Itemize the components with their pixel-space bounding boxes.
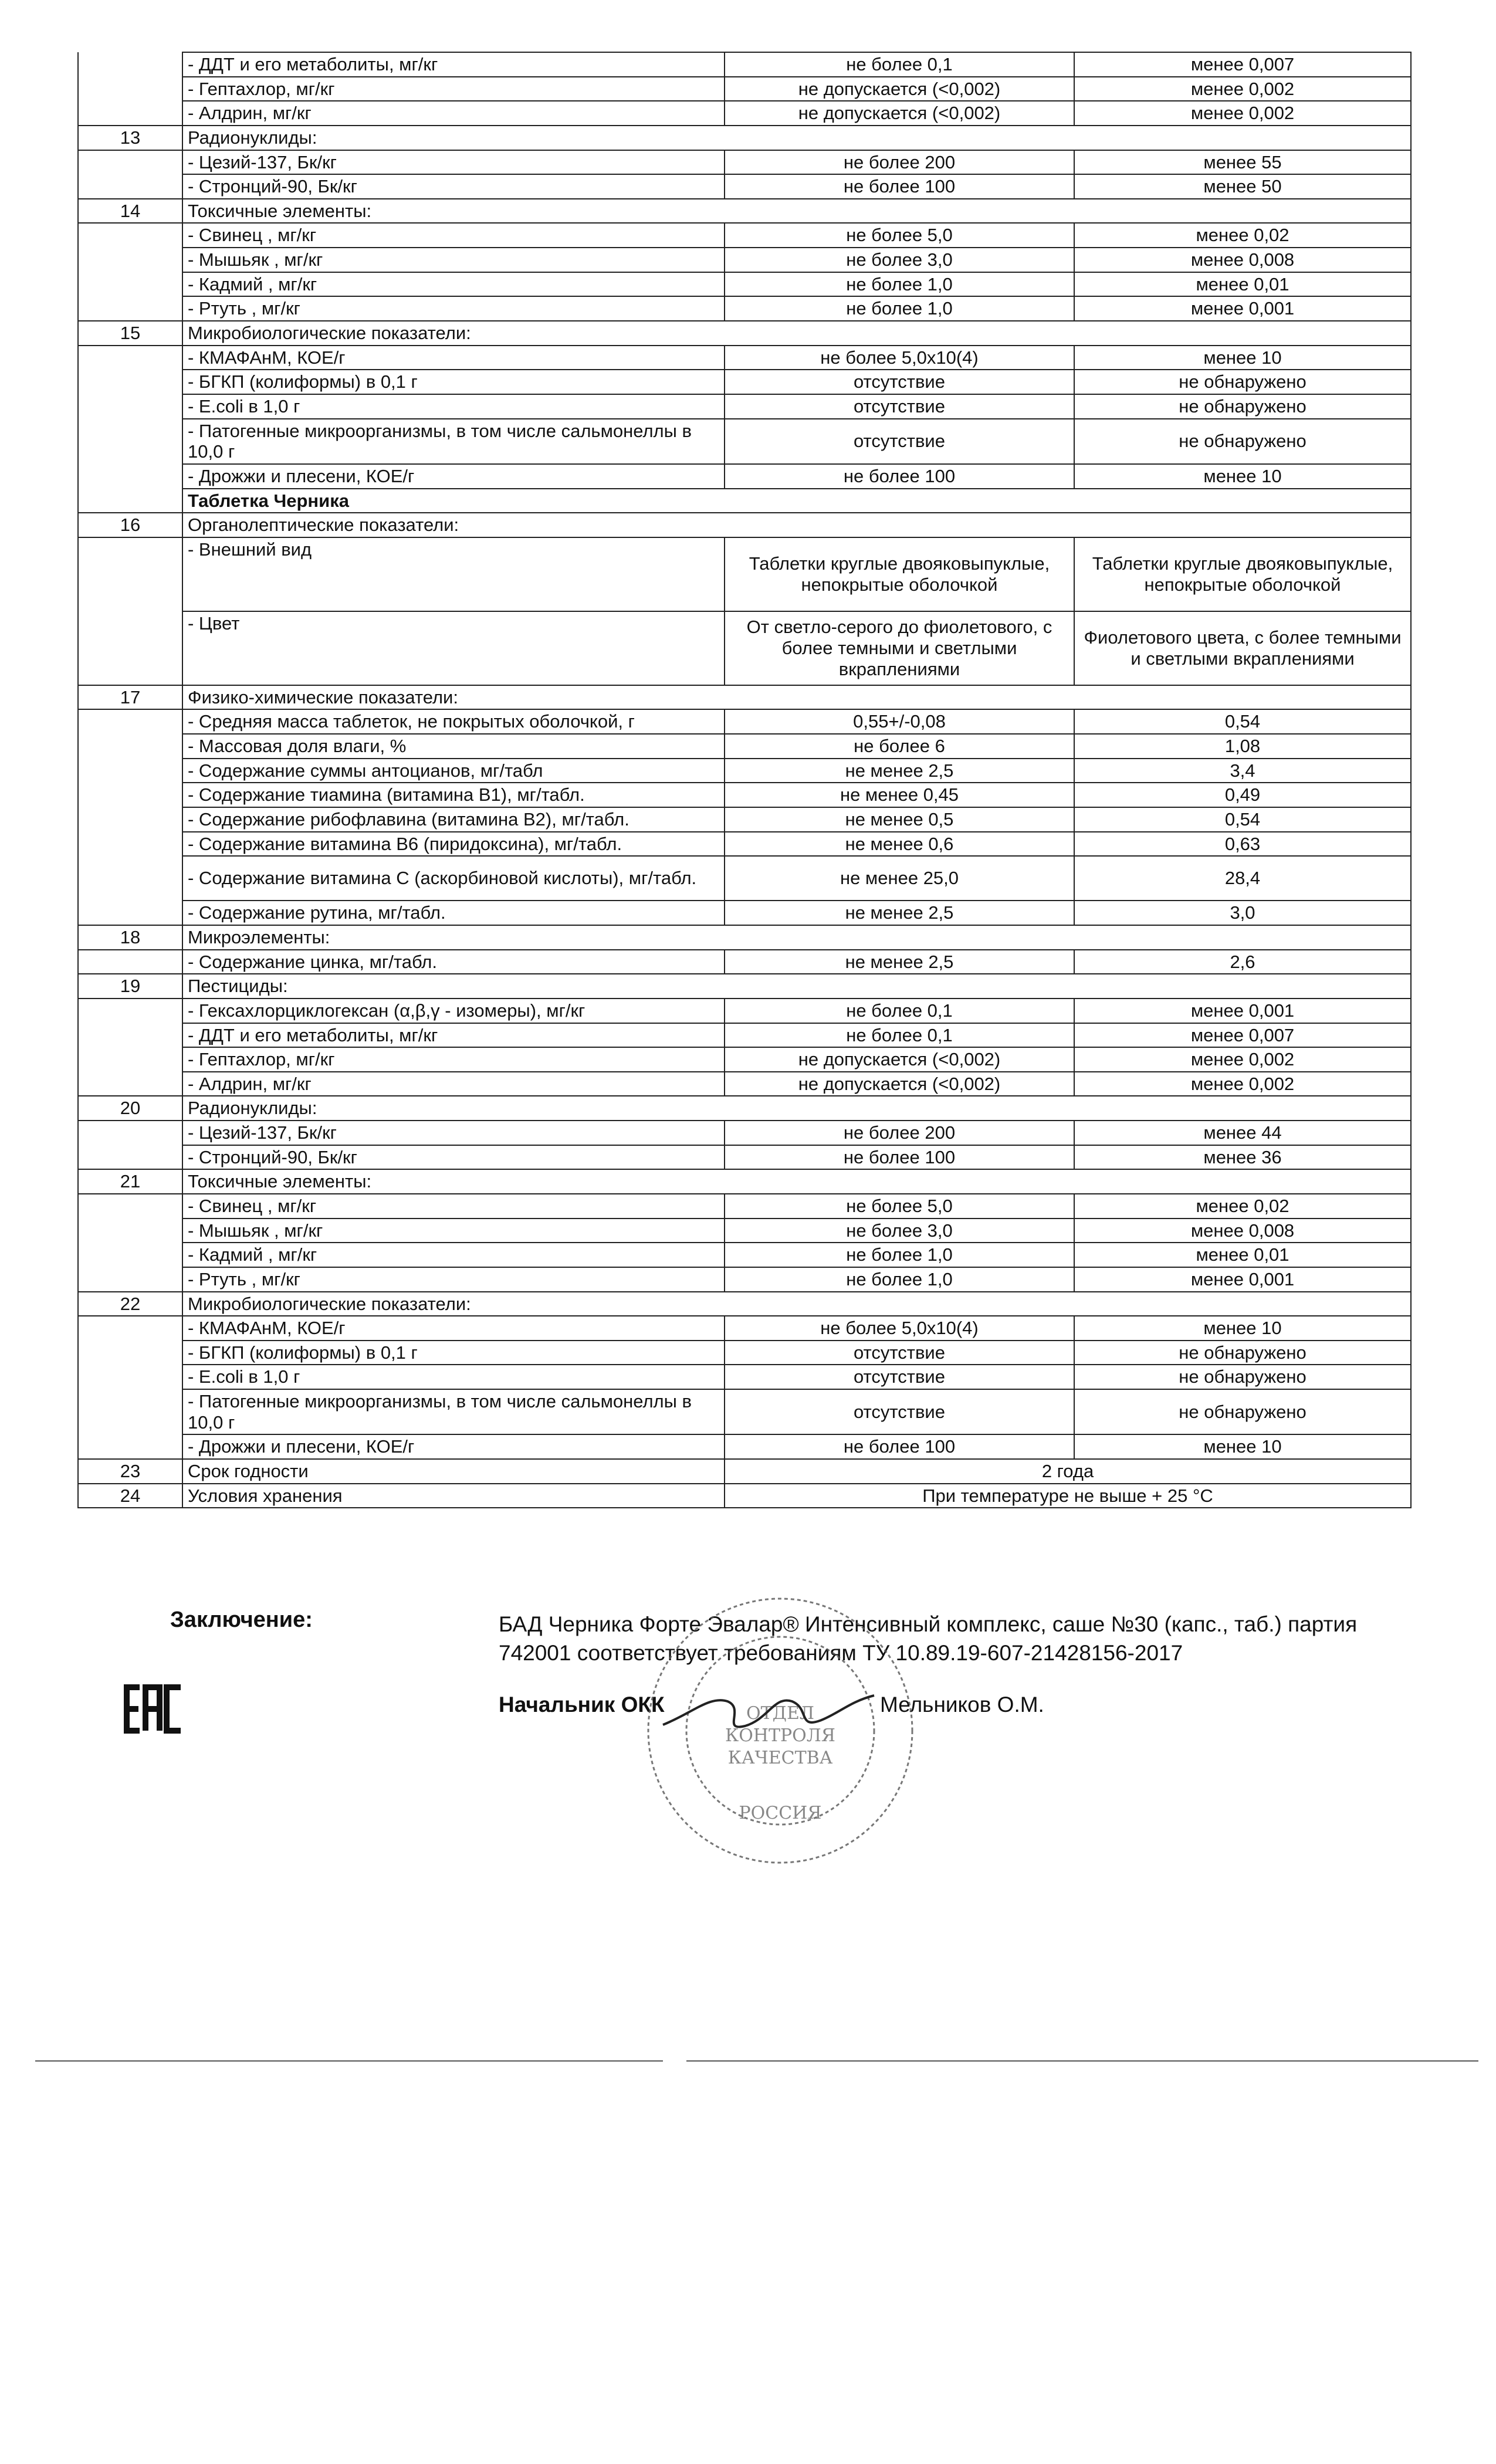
- result-value: Фиолетового цвета, с более темными и светлыми вкраплениями: [1074, 611, 1411, 685]
- row-number: [78, 1389, 182, 1434]
- norm-value: не более 3,0: [725, 1219, 1074, 1243]
- norm-value: не более 0,1: [725, 52, 1074, 77]
- norm-value: отсутствие: [725, 370, 1074, 394]
- result-value: менее 44: [1074, 1121, 1411, 1145]
- row-number: [78, 101, 182, 126]
- section-heading: Пестициды:: [182, 974, 1411, 999]
- table-row: [78, 1389, 1411, 1434]
- parameter-name: - Патогенные микроорганизмы, в том числе сальмонеллы в 10,0 г: [182, 1389, 725, 1434]
- table-row: [78, 1484, 1411, 1508]
- table-row: [78, 537, 1411, 611]
- row-number: [78, 272, 182, 297]
- section-heading: Микроэлементы:: [182, 925, 1411, 950]
- result-value: менее 10: [1074, 1434, 1411, 1459]
- parameter-name: - Средняя масса таблеток, не покрытых оболочкой, г: [182, 709, 725, 734]
- parameter-name: - Ртуть , мг/кг: [182, 296, 725, 321]
- norm-value: не допускается (<0,002): [725, 1047, 1074, 1072]
- result-value: менее 0,001: [1074, 999, 1411, 1023]
- parameter-name: - Свинец , мг/кг: [182, 223, 725, 248]
- row-number: 13: [78, 126, 182, 150]
- parameter-name: - Мышьяк , мг/кг: [182, 248, 725, 272]
- parameter-name: - E.coli в 1,0 г: [182, 394, 725, 419]
- result-value: не обнаружено: [1074, 1389, 1411, 1434]
- table-row: [78, 974, 1411, 999]
- norm-value: не более 5,0: [725, 223, 1074, 248]
- parameter-name: - КМАФАнМ, КОЕ/г: [182, 346, 725, 370]
- row-number: [78, 150, 182, 175]
- parameter-name: - Содержание суммы антоцианов, мг/табл: [182, 759, 725, 783]
- row-number: [78, 950, 182, 974]
- table-row: [78, 1365, 1411, 1389]
- table-row: [78, 199, 1411, 224]
- table-row: [78, 346, 1411, 370]
- parameter-name: - Стронций-90, Бк/кг: [182, 174, 725, 199]
- result-value: 0,54: [1074, 807, 1411, 832]
- parameter-name: - Кадмий , мг/кг: [182, 272, 725, 297]
- table-row: [78, 1121, 1411, 1145]
- norm-value: не более 1,0: [725, 1267, 1074, 1292]
- result-value: менее 0,001: [1074, 1267, 1411, 1292]
- table-row: [78, 856, 1411, 901]
- table-row: [78, 950, 1411, 974]
- footer-rule-left: [35, 2060, 663, 2062]
- table-row: [78, 1219, 1411, 1243]
- parameter-name: - Алдрин, мг/кг: [182, 1072, 725, 1096]
- parameter-name: Условия хранения: [182, 1484, 725, 1508]
- norm-value: не менее 0,6: [725, 832, 1074, 857]
- norm-value: не более 0,1: [725, 999, 1074, 1023]
- row-number: [78, 1219, 182, 1243]
- row-number: 16: [78, 513, 182, 537]
- table-row: [78, 1267, 1411, 1292]
- parameter-name: - Содержание цинка, мг/табл.: [182, 950, 725, 974]
- row-number: [78, 783, 182, 807]
- result-value: менее 0,02: [1074, 223, 1411, 248]
- table-row: [78, 52, 1411, 77]
- parameter-name: - Кадмий , мг/кг: [182, 1243, 725, 1267]
- result-value: менее 0,02: [1074, 1194, 1411, 1219]
- row-number: [78, 611, 182, 685]
- row-number: [78, 346, 182, 370]
- row-number: [78, 807, 182, 832]
- svg-text:КОНТРОЛЯ: КОНТРОЛЯ: [725, 1725, 836, 1746]
- norm-value: не более 100: [725, 464, 1074, 489]
- row-number: [78, 464, 182, 489]
- result-value: менее 55: [1074, 150, 1411, 175]
- table-row: [78, 513, 1411, 537]
- result-value: менее 0,002: [1074, 101, 1411, 126]
- section-heading: Органолептические показатели:: [182, 513, 1411, 537]
- product-title: Таблетка Черника: [182, 489, 1411, 513]
- parameter-name: - Алдрин, мг/кг: [182, 101, 725, 126]
- result-value: менее 0,008: [1074, 1219, 1411, 1243]
- result-value: менее 0,007: [1074, 52, 1411, 77]
- table-row: [78, 1434, 1411, 1459]
- norm-value: отсутствие: [725, 394, 1074, 419]
- norm-value: От светло-серого до фиолетового, с более темными и светлыми вкраплениями: [725, 611, 1074, 685]
- parameter-name: - Дрожжи и плесени, КОЕ/г: [182, 464, 725, 489]
- row-number: [78, 999, 182, 1023]
- row-number: 21: [78, 1169, 182, 1194]
- row-number: 23: [78, 1459, 182, 1484]
- table-row: [78, 370, 1411, 394]
- table-row: [78, 464, 1411, 489]
- result-value: не обнаружено: [1074, 370, 1411, 394]
- norm-value: не более 5,0x10(4): [725, 1316, 1074, 1341]
- parameter-name: Срок годности: [182, 1459, 725, 1484]
- row-number: [78, 1316, 182, 1341]
- svg-text:КАЧЕСТВА: КАЧЕСТВА: [727, 1748, 833, 1768]
- result-value: 3,0: [1074, 901, 1411, 925]
- table-row: [78, 999, 1411, 1023]
- row-number: [78, 856, 182, 901]
- parameter-name: - Содержание тиамина (витамина В1), мг/табл.: [182, 783, 725, 807]
- row-number: [78, 759, 182, 783]
- norm-value: не менее 2,5: [725, 759, 1074, 783]
- result-value: менее 10: [1074, 464, 1411, 489]
- table-row: [78, 394, 1411, 419]
- table-row: [78, 150, 1411, 175]
- norm-value: отсутствие: [725, 1341, 1074, 1365]
- table-row: [78, 1194, 1411, 1219]
- section-heading: Физико-химические показатели:: [182, 685, 1411, 710]
- result-value: 2,6: [1074, 950, 1411, 974]
- conclusion-text: БАД Черника Форте Эвалар® Интенсивный комплекс, саше №30 (капс., таб.) партия 742001 соответствует требованиям ТУ 10.89.19-607-21428156-2017: [499, 1612, 1358, 1665]
- norm-value: не более 200: [725, 1121, 1074, 1145]
- row-number: [78, 419, 182, 464]
- row-number: [78, 1047, 182, 1072]
- result-value: не обнаружено: [1074, 394, 1411, 419]
- row-number: [78, 394, 182, 419]
- result-value: не обнаружено: [1074, 1365, 1411, 1389]
- section-heading: Токсичные элементы:: [182, 199, 1411, 224]
- parameter-name: - КМАФАнМ, КОЕ/г: [182, 1316, 725, 1341]
- parameter-name: - Содержание рибофлавина (витамина В2), мг/табл.: [182, 807, 725, 832]
- norm-value: не менее 25,0: [725, 856, 1074, 901]
- norm-value: Таблетки круглые двояковыпуклые, непокрытые оболочкой: [725, 537, 1074, 611]
- result-value: 0,63: [1074, 832, 1411, 857]
- table-row: [78, 832, 1411, 857]
- row-number: [78, 370, 182, 394]
- norm-value: не более 5,0: [725, 1194, 1074, 1219]
- table-row: [78, 1243, 1411, 1267]
- table-row: [78, 1459, 1411, 1484]
- parameter-name: - ДДТ и его метаболиты, мг/кг: [182, 1023, 725, 1048]
- row-number: 20: [78, 1096, 182, 1121]
- row-number: 19: [78, 974, 182, 999]
- table-row: [78, 1341, 1411, 1365]
- row-number: [78, 248, 182, 272]
- parameter-name: - БГКП (колиформы) в 0,1 г: [182, 370, 725, 394]
- table-row: [78, 248, 1411, 272]
- row-number: [78, 832, 182, 857]
- footer-rule-right: [686, 2060, 1478, 2062]
- table-row: [78, 77, 1411, 101]
- row-number: 14: [78, 199, 182, 224]
- table-row: [78, 807, 1411, 832]
- parameter-name: - Дрожжи и плесени, КОЕ/г: [182, 1434, 725, 1459]
- row-number: [78, 901, 182, 925]
- row-number: [78, 223, 182, 248]
- norm-value: не более 0,1: [725, 1023, 1074, 1048]
- parameter-name: - Гептахлор, мг/кг: [182, 1047, 725, 1072]
- norm-value: 0,55+/-0,08: [725, 709, 1074, 734]
- row-number: 15: [78, 321, 182, 346]
- parameter-name: - Патогенные микроорганизмы, в том числе сальмонеллы в 10,0 г: [182, 419, 725, 464]
- result-value: менее 10: [1074, 1316, 1411, 1341]
- result-value: не обнаружено: [1074, 1341, 1411, 1365]
- row-number: [78, 1072, 182, 1096]
- result-value: 0,54: [1074, 709, 1411, 734]
- result-value: 1,08: [1074, 734, 1411, 759]
- table-row: [78, 1096, 1411, 1121]
- parameter-value: 2 года: [725, 1459, 1411, 1484]
- result-value: менее 36: [1074, 1145, 1411, 1170]
- table-row: [78, 759, 1411, 783]
- row-number: [78, 537, 182, 611]
- norm-value: не более 3,0: [725, 248, 1074, 272]
- row-number: [78, 1121, 182, 1145]
- norm-value: не более 100: [725, 1434, 1074, 1459]
- result-value: менее 0,001: [1074, 296, 1411, 321]
- result-value: 0,49: [1074, 783, 1411, 807]
- result-value: менее 0,002: [1074, 77, 1411, 101]
- norm-value: не допускается (<0,002): [725, 101, 1074, 126]
- row-number: [78, 1023, 182, 1048]
- norm-value: не менее 0,45: [725, 783, 1074, 807]
- parameter-name: - Цвет: [182, 611, 725, 685]
- table-row: [78, 1023, 1411, 1048]
- norm-value: не более 1,0: [725, 272, 1074, 297]
- result-value: менее 0,008: [1074, 248, 1411, 272]
- table-row: [78, 1072, 1411, 1096]
- table-row: [78, 174, 1411, 199]
- norm-value: отсутствие: [725, 1365, 1074, 1389]
- row-number: 18: [78, 925, 182, 950]
- table-row: [78, 1292, 1411, 1316]
- result-value: менее 10: [1074, 346, 1411, 370]
- signer-position: Начальник ОКК: [499, 1693, 665, 1717]
- table-row: [78, 296, 1411, 321]
- row-number: [78, 1365, 182, 1389]
- conclusion-label: Заключение:: [170, 1607, 313, 1632]
- section-heading: Радионуклиды:: [182, 1096, 1411, 1121]
- result-value: Таблетки круглые двояковыпуклые, непокрытые оболочкой: [1074, 537, 1411, 611]
- table-row: [78, 685, 1411, 710]
- table-row: [78, 734, 1411, 759]
- row-number: [78, 1267, 182, 1292]
- parameter-name: - Гептахлор, мг/кг: [182, 77, 725, 101]
- parameter-name: - Массовая доля влаги, %: [182, 734, 725, 759]
- parameter-name: - Содержание рутина, мг/табл.: [182, 901, 725, 925]
- row-number: [78, 296, 182, 321]
- signer-name: Мельников О.М.: [880, 1693, 1044, 1717]
- row-number: [78, 489, 182, 513]
- result-value: менее 0,002: [1074, 1072, 1411, 1096]
- row-number: [78, 709, 182, 734]
- norm-value: не более 5,0x10(4): [725, 346, 1074, 370]
- norm-value: не более 1,0: [725, 296, 1074, 321]
- table-row: [78, 223, 1411, 248]
- row-number: 17: [78, 685, 182, 710]
- norm-value: не более 200: [725, 150, 1074, 175]
- result-value: менее 0,002: [1074, 1047, 1411, 1072]
- row-number: [78, 52, 182, 77]
- norm-value: не менее 0,5: [725, 807, 1074, 832]
- norm-value: не более 1,0: [725, 1243, 1074, 1267]
- norm-value: не менее 2,5: [725, 901, 1074, 925]
- table-row: [78, 419, 1411, 464]
- row-number: 22: [78, 1292, 182, 1316]
- row-number: [78, 174, 182, 199]
- row-number: [78, 1145, 182, 1170]
- table-row: [78, 321, 1411, 346]
- row-number: 24: [78, 1484, 182, 1508]
- table-row: [78, 101, 1411, 126]
- result-value: менее 0,007: [1074, 1023, 1411, 1048]
- table-row: [78, 1145, 1411, 1170]
- table-row: [78, 1316, 1411, 1341]
- result-value: менее 0,01: [1074, 272, 1411, 297]
- svg-text:ОТДЕЛ: ОТДЕЛ: [746, 1703, 814, 1724]
- parameter-name: - Стронций-90, Бк/кг: [182, 1145, 725, 1170]
- table-row: [78, 1047, 1411, 1072]
- result-value: 3,4: [1074, 759, 1411, 783]
- table-row: [78, 126, 1411, 150]
- table-row: [78, 272, 1411, 297]
- parameter-name: - Цезий-137, Бк/кг: [182, 1121, 725, 1145]
- parameter-name: - Ртуть , мг/кг: [182, 1267, 725, 1292]
- norm-value: не более 6: [725, 734, 1074, 759]
- row-number: [78, 1194, 182, 1219]
- result-value: менее 50: [1074, 174, 1411, 199]
- section-heading: Радионуклиды:: [182, 126, 1411, 150]
- norm-value: не более 100: [725, 1145, 1074, 1170]
- table-row: [78, 489, 1411, 513]
- parameter-value: При температуре не выше + 25 °С: [725, 1484, 1411, 1508]
- table-row: [78, 901, 1411, 925]
- parameter-name: - Свинец , мг/кг: [182, 1194, 725, 1219]
- row-number: [78, 77, 182, 101]
- parameter-name: - БГКП (колиформы) в 0,1 г: [182, 1341, 725, 1365]
- eac-logo-icon: [122, 1683, 187, 1735]
- norm-value: не допускается (<0,002): [725, 77, 1074, 101]
- table-row: [78, 925, 1411, 950]
- row-number: [78, 1341, 182, 1365]
- parameter-name: - E.coli в 1,0 г: [182, 1365, 725, 1389]
- norm-value: не допускается (<0,002): [725, 1072, 1074, 1096]
- row-number: [78, 734, 182, 759]
- specification-table-body: [78, 52, 1411, 1508]
- norm-value: отсутствие: [725, 419, 1074, 464]
- parameter-name: - Мышьяк , мг/кг: [182, 1219, 725, 1243]
- parameter-name: - Цезий-137, Бк/кг: [182, 150, 725, 175]
- row-number: [78, 1434, 182, 1459]
- result-value: не обнаружено: [1074, 419, 1411, 464]
- svg-text:РОССИЯ: РОССИЯ: [739, 1803, 822, 1823]
- table-row: [78, 709, 1411, 734]
- specification-table: [77, 52, 1412, 1508]
- table-row: [78, 1169, 1411, 1194]
- parameter-name: - Внешний вид: [182, 537, 725, 611]
- table-row: [78, 611, 1411, 685]
- parameter-name: - Содержание витамина В6 (пиридоксина), мг/табл.: [182, 832, 725, 857]
- parameter-name: - ДДТ и его метаболиты, мг/кг: [182, 52, 725, 77]
- parameter-name: - Содержание витамина С (аскорбиновой кислоты), мг/табл.: [182, 856, 725, 901]
- table-row: [78, 783, 1411, 807]
- norm-value: не менее 2,5: [725, 950, 1074, 974]
- norm-value: не более 100: [725, 174, 1074, 199]
- norm-value: отсутствие: [725, 1389, 1074, 1434]
- row-number: [78, 1243, 182, 1267]
- parameter-name: - Гексахлорциклогексан (α,β,γ - изомеры), мг/кг: [182, 999, 725, 1023]
- result-value: 28,4: [1074, 856, 1411, 901]
- result-value: менее 0,01: [1074, 1243, 1411, 1267]
- handwritten-signature-icon: [657, 1678, 880, 1742]
- section-heading: Микробиологические показатели:: [182, 1292, 1411, 1316]
- section-heading: Микробиологические показатели:: [182, 321, 1411, 346]
- section-heading: Токсичные элементы:: [182, 1169, 1411, 1194]
